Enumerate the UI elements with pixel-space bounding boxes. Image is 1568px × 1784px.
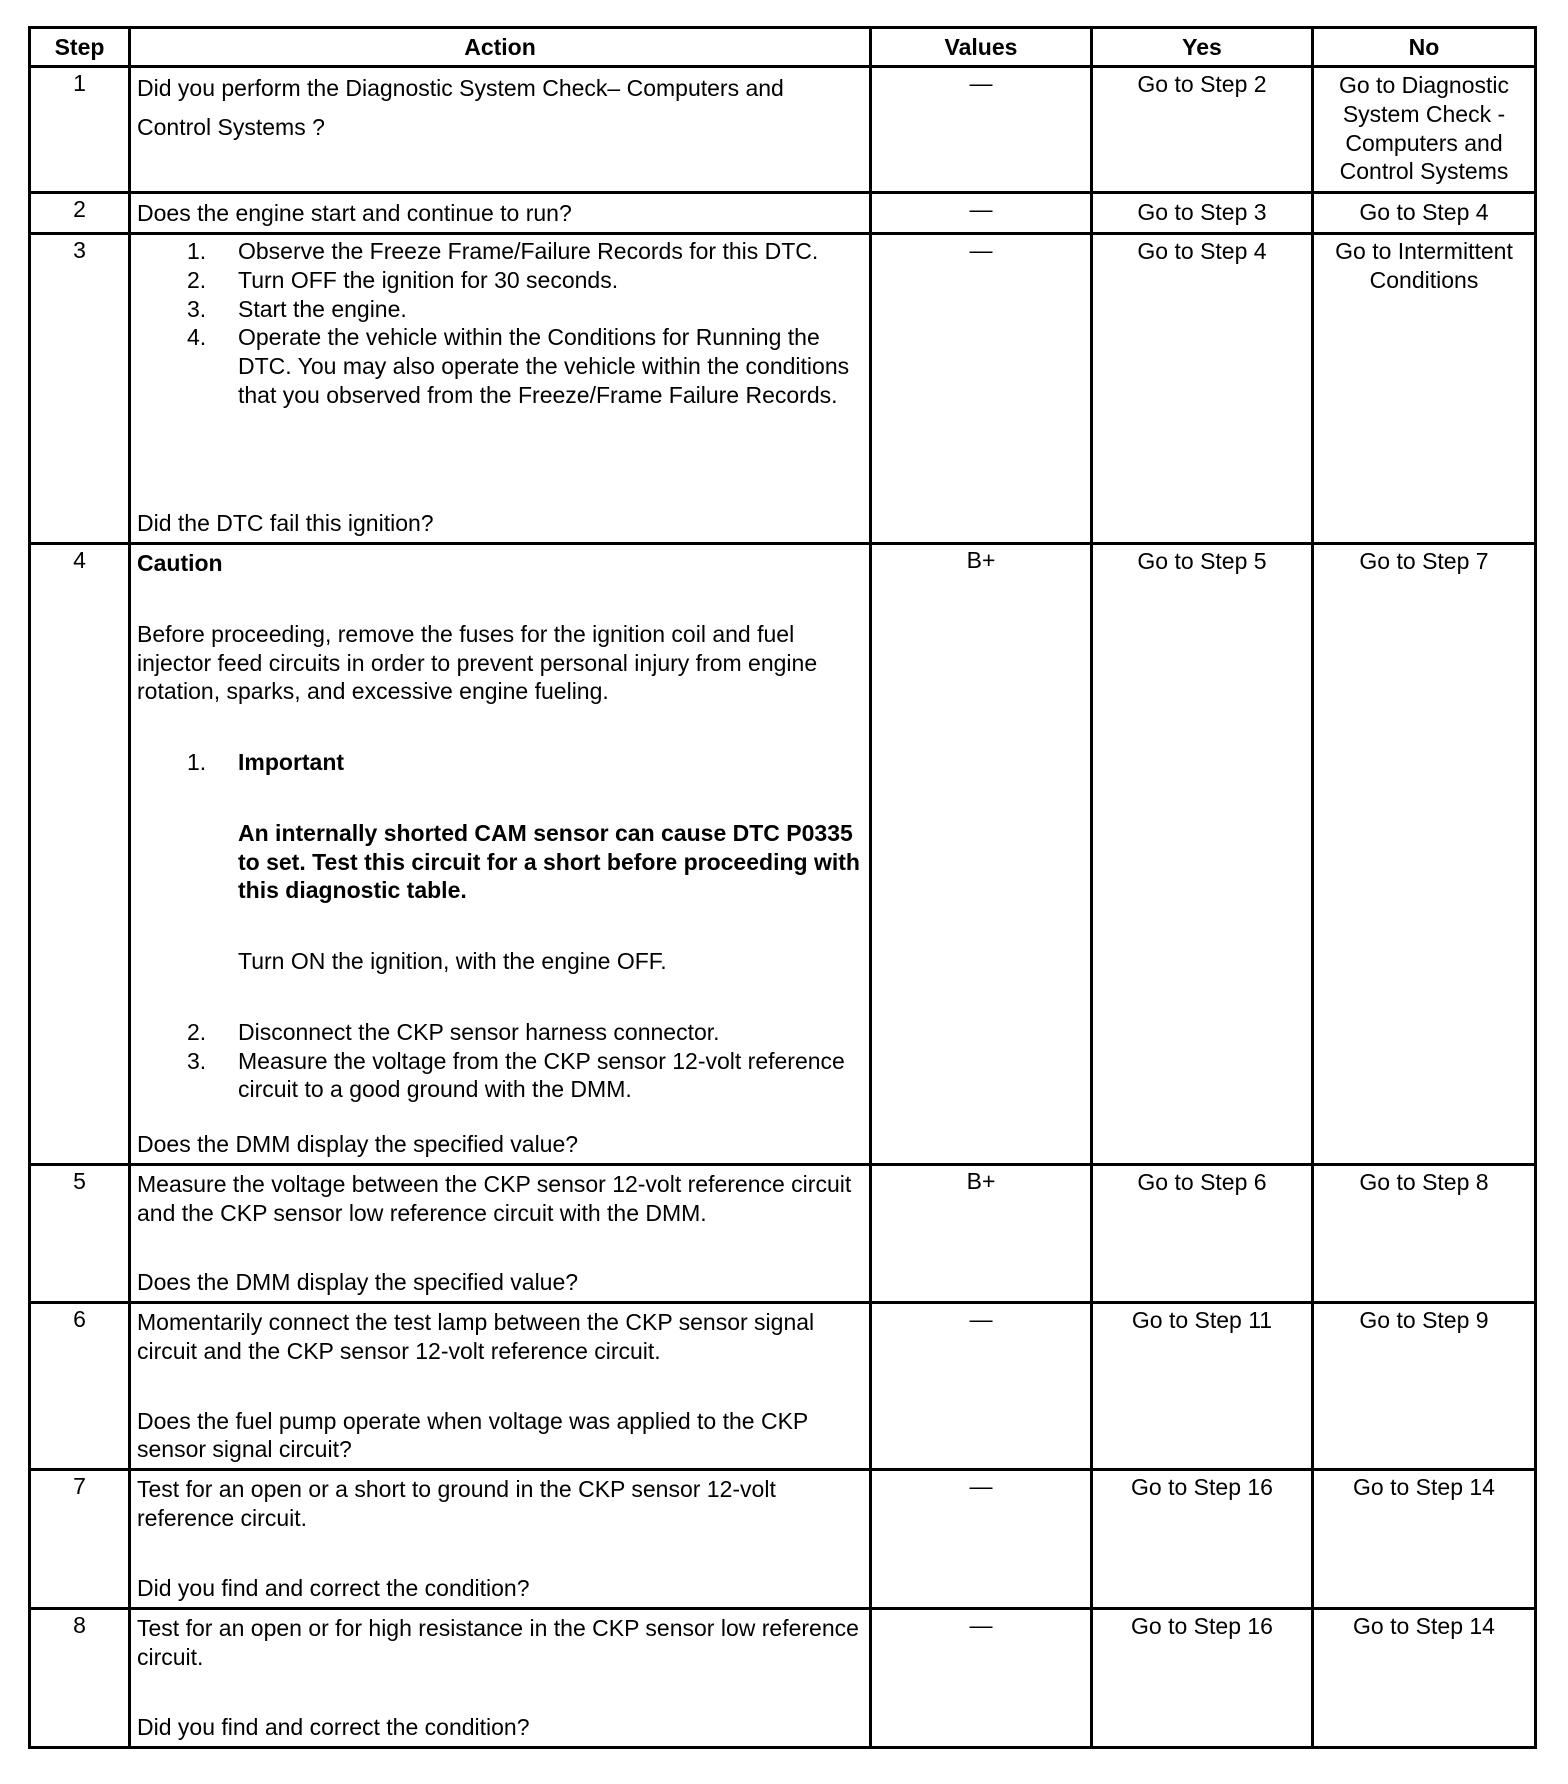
important-title: Important: [238, 749, 345, 775]
no-cell: Go to Diagnostic System Check - Computers and Control Systems: [1313, 67, 1536, 193]
action-text: Test for an open or a short to ground in the CKP sensor 12-volt reference circuit.: [137, 1476, 776, 1531]
list-text: Observe the Freeze Frame/Failure Records for this DTC.: [238, 238, 819, 264]
action-text: Momentarily connect the test lamp between the CKP sensor signal circuit and the CKP sensor 12-volt reference circuit.: [137, 1309, 815, 1364]
list-text: Operate the vehicle within the Conditions for Running the DTC. You may also operate the vehicle within the conditions that you observed from the Freeze/Frame Failure Records.: [238, 324, 850, 408]
action-text: Control Systems ?: [137, 113, 325, 140]
question-text: Did the DTC fail this ignition?: [137, 510, 434, 537]
value-cell: B+: [871, 1165, 1092, 1303]
list-item: [137, 266, 861, 295]
list-item: [137, 1047, 861, 1105]
yes-cell: Go to Step 3: [1092, 193, 1313, 234]
value-cell: —: [871, 1470, 1092, 1609]
question-text: Does the DMM display the specified value?: [137, 1269, 579, 1296]
value-cell: —: [871, 1609, 1092, 1748]
action-text: Does the engine start and continue to run?: [130, 193, 871, 234]
list-number: 1.: [187, 749, 207, 775]
list-item: [137, 748, 861, 1018]
action-cell: [130, 234, 871, 544]
list-number: 1.: [187, 238, 207, 264]
action-text: Did you perform the Diagnostic System Check– Computers and: [137, 75, 784, 101]
table-row: [30, 1609, 1536, 1748]
procedure-list: [137, 237, 861, 410]
list-number: 3.: [187, 295, 207, 322]
header-action: Action: [130, 28, 871, 67]
action-cell: [130, 1303, 871, 1470]
important-text: An internally shorted CAM sensor can cause DTC P0335 to set. Test this circuit for a short before proceeding with this diagnostic table.: [238, 819, 860, 904]
header-values: Values: [871, 28, 1092, 67]
question-text: Does the DMM display the specified value?: [137, 1131, 579, 1158]
list-item: [137, 1018, 861, 1047]
yes-cell: Go to Step 4: [1092, 234, 1313, 544]
diagnostic-table-page: [28, 26, 1534, 1749]
step-number: 4: [30, 544, 130, 1165]
table-row: [30, 1165, 1536, 1303]
value-cell: —: [871, 1303, 1092, 1470]
list-text: Disconnect the CKP sensor harness connector.: [238, 1018, 720, 1045]
yes-cell: Go to Step 5: [1092, 544, 1313, 1165]
no-cell: Go to Step 4: [1313, 193, 1536, 234]
table-row: [30, 234, 1536, 544]
yes-cell: Go to Step 16: [1092, 1609, 1313, 1748]
value-cell: B+: [871, 544, 1092, 1165]
yes-cell: Go to Step 2: [1092, 67, 1313, 193]
table-row: [30, 193, 1536, 234]
list-item: [137, 237, 861, 266]
action-cell: [130, 1609, 871, 1748]
no-cell: Go to Step 14: [1313, 1470, 1536, 1609]
action-cell: [130, 67, 871, 193]
list-number: 2.: [187, 266, 207, 293]
list-text: Measure the voltage from the CKP sensor 12-volt reference circuit to a good ground with the DMM.: [238, 1047, 845, 1103]
list-text: Turn ON the ignition, with the engine OFF.: [238, 948, 667, 974]
header-step: Step: [30, 28, 130, 67]
no-cell: Go to Step 7: [1313, 544, 1536, 1165]
step-number: 6: [30, 1303, 130, 1470]
list-number: 2.: [187, 1018, 207, 1045]
step-number: 8: [30, 1609, 130, 1748]
value-cell: —: [871, 193, 1092, 234]
question-text: Did you find and correct the condition?: [137, 1714, 530, 1741]
action-cell: [130, 544, 871, 1165]
action-cell: [130, 1470, 871, 1609]
header-no: No: [1313, 28, 1536, 67]
action-text: Measure the voltage between the CKP sensor 12-volt reference circuit and the CKP sensor low reference circuit with the DMM.: [137, 1171, 852, 1226]
list-item: [137, 295, 861, 324]
step-number: 7: [30, 1470, 130, 1609]
step-number: 1: [30, 67, 130, 193]
table-row: [30, 1303, 1536, 1470]
procedure-list: [137, 748, 861, 1104]
table-row: [30, 67, 1536, 193]
yes-cell: Go to Step 16: [1092, 1470, 1313, 1609]
table-row: [30, 1470, 1536, 1609]
step-number: 3: [30, 234, 130, 544]
list-number: 4.: [187, 324, 207, 351]
step-number: 2: [30, 193, 130, 234]
no-cell: Go to Intermittent Conditions: [1313, 234, 1536, 544]
action-text: Test for an open or for high resistance in the CKP sensor low reference circuit.: [137, 1615, 859, 1670]
question-text: Does the fuel pump operate when voltage was applied to the CKP sensor signal circuit?: [137, 1407, 808, 1463]
list-text: Turn OFF the ignition for 30 seconds.: [238, 266, 619, 293]
list-text: Start the engine.: [238, 295, 407, 322]
table-row: [30, 544, 1536, 1165]
value-cell: —: [871, 234, 1092, 544]
question-text: Did you find and correct the condition?: [137, 1575, 530, 1602]
action-cell: [130, 1165, 871, 1303]
value-cell: —: [871, 67, 1092, 193]
header-row: [30, 28, 1536, 67]
no-cell: Go to Step 9: [1313, 1303, 1536, 1470]
diagnostic-table: [28, 26, 1537, 1749]
list-item: [137, 323, 861, 409]
header-yes: Yes: [1092, 28, 1313, 67]
yes-cell: Go to Step 11: [1092, 1303, 1313, 1470]
list-number: 3.: [187, 1047, 207, 1074]
caution-title: Caution: [137, 550, 223, 576]
no-cell: Go to Step 14: [1313, 1609, 1536, 1748]
yes-cell: Go to Step 6: [1092, 1165, 1313, 1303]
caution-text: Before proceeding, remove the fuses for the ignition coil and fuel injector feed circuits in order to prevent personal injury from engine rotation, sparks, and excessive engine fueling.: [137, 620, 818, 705]
no-cell: Go to Step 8: [1313, 1165, 1536, 1303]
step-number: 5: [30, 1165, 130, 1303]
